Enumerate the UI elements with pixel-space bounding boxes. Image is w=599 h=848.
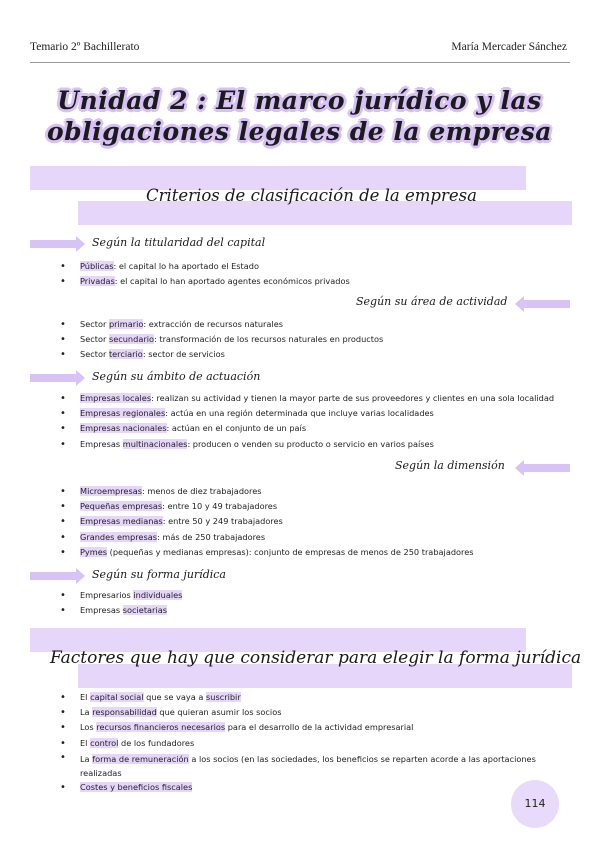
arrow-left-icon [524, 300, 570, 308]
list-item: • Empresas regionales: actúa en una región determinada que incluye varias localidades [60, 406, 560, 421]
list-item: • Empresarios individuales [60, 588, 560, 603]
list-item: • Empresas medianas: entre 50 y 249 trabajadores [60, 514, 560, 529]
group1-list [60, 259, 560, 289]
list-item: • Sector primario: extracción de recursos naturales [60, 317, 560, 332]
list-item: • Pymes (pequeñas y medianas empresas): conjunto de empresas de menos de 250 trabajadores [60, 545, 560, 560]
header-left: Temario 2º Bachillerato [30, 41, 140, 53]
group4-list [60, 484, 560, 560]
arrow-right-icon [30, 240, 76, 248]
header-rule [30, 62, 570, 63]
list-item: • Empresas multinacionales: producen o venden su producto o servicio en varios países [60, 437, 560, 452]
list-item: • Grandes empresas: más de 250 trabajadores [60, 530, 560, 545]
list-item: • Públicas: el capital lo ha aportado el Estado [60, 259, 560, 274]
list-item: • La responsabilidad que quieran asumir los socios [60, 705, 560, 720]
list-item: • El capital social que se vaya a suscribir [60, 690, 560, 705]
arrow-left-icon [524, 464, 570, 472]
list-item: • Empresas nacionales: actúan en el conjunto de un país [60, 421, 560, 436]
group2-list [60, 317, 560, 363]
list-item: • La forma de remuneración a los socios (en las sociedades, los beneficios se reparten acorde a las aportaciones realizadas [60, 751, 550, 780]
group5-list [60, 588, 560, 618]
header-right: María Mercader Sánchez [451, 41, 567, 53]
group3-title: Según su ámbito de actuación [92, 370, 261, 383]
list-item: • Empresas societarias [60, 603, 560, 618]
group1-title: Según la titularidad del capital [92, 236, 266, 249]
arrow-right-icon [30, 374, 76, 382]
list-item: • Pequeñas empresas: entre 10 y 49 trabajadores [60, 499, 560, 514]
group4-title: Según la dimensión [395, 459, 505, 472]
list-item: • Costes y beneficios fiscales [60, 780, 560, 795]
section1-heading: Criterios de clasificación de la empresa [146, 186, 477, 205]
list-item: • El control de los fundadores [60, 736, 560, 751]
list-item: • Microempresas: menos de diez trabajadores [60, 484, 560, 499]
section2-heading: Factores que hay que considerar para elegir la forma jurídica [50, 648, 582, 668]
title-line-2: obligaciones legales de la empresa [46, 117, 553, 146]
title-line-1: Unidad 2 : El marco jurídico y las [57, 86, 542, 115]
group3-list [60, 391, 560, 452]
section2-list [60, 690, 560, 795]
group2-title: Según su área de actividad [356, 295, 508, 308]
group5-title: Según su forma jurídica [92, 568, 226, 581]
list-item: • Empresas locales: realizan su actividad y tienen la mayor parte de sus proveedores y clientes en una sola localidad [60, 391, 560, 406]
list-item: • Los recursos financieros necesarios para el desarrollo de la actividad empresarial [60, 720, 560, 735]
arrow-right-icon [30, 572, 76, 580]
list-item: • Sector terciario: sector de servicios [60, 347, 560, 362]
page-number: 114 [511, 780, 559, 828]
list-item: • Sector secundario: transformación de los recursos naturales en productos [60, 332, 560, 347]
list-item: • Privadas: el capital lo han aportado agentes económicos privados [60, 274, 560, 289]
